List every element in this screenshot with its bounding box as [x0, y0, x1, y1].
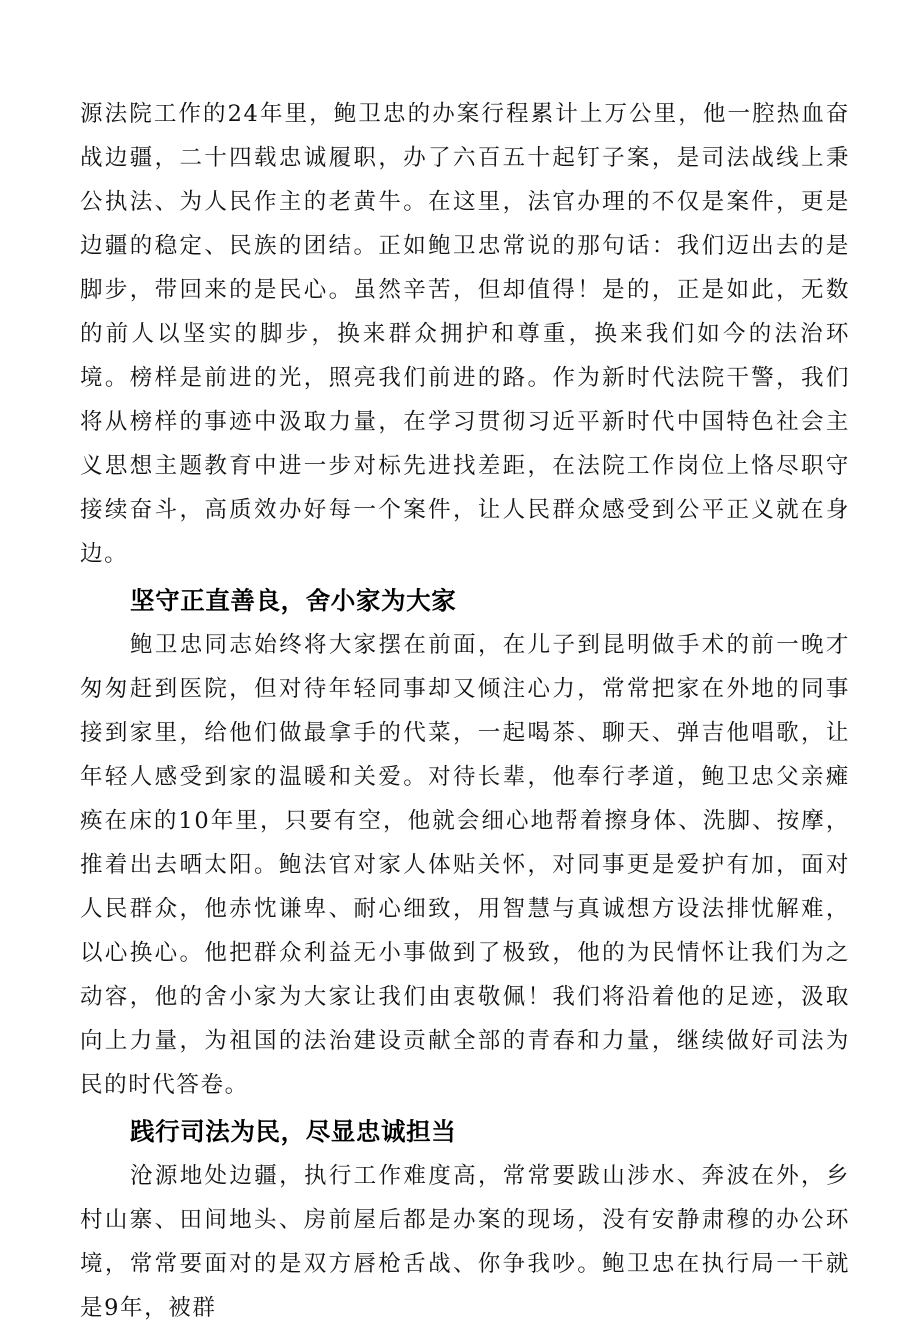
- document-body: [80, 92, 850, 1330]
- section-heading: 践行司法为民，尽显忠诚担当: [130, 1117, 457, 1146]
- paragraph: 鲍卫忠同志始终将大家摆在前面，在儿子到昆明做手术的前一晚才匆匆赶到医院，但对待年轻同事却又倾注心力，常常把家在外地的同事接到家里，给他们做最拿手的代菜，一起喝茶、聊天、弹吉他唱歌，让年轻人感受到家的温暖和关爱。对待长辈，他奉行孝道，鲍卫忠父亲瘫痪在床的10年里，只要有空，他就会细心地帮着擦身体、洗脚、按摩，推着出去晒太阳。鲍法官对家人体贴关怀，对同事更是爱护有加，面对人民群众，他赤忱谦卑、耐心细致，用智慧与真诚想方设法排忧解难，以心换心。他把群众利益无小事做到了极致，他的为民情怀让我们为之动容，他的舍小家为大家让我们由衷敬佩！我们将沿着他的足迹，汲取向上力量，为祖国的法治建设贡献全部的青春和力量，继续做好司法为民的时代答卷。: [80, 632, 850, 1098]
- section-heading: 坚守正直善良，舍小家为大家: [130, 586, 457, 615]
- paragraph: 源法院工作的24年里，鲍卫忠的办案行程累计上万公里，他一腔热血奋战边疆，二十四载忠诚履职，办了六百五十起钉子案，是司法战线上秉公执法、为人民作主的老黄牛。在这里，法官办理的不仅是案件，更是边疆的稳定、民族的团结。正如鲍卫忠常说的那句话：我们迈出去的是脚步，带回来的是民心。虽然辛苦，但却值得！是的，正是如此，无数的前人以坚实的脚步，换来群众拥护和尊重，换来我们如今的法治环境。榜样是前进的光，照亮我们前进的路。作为新时代法院干警，我们将从榜样的事迹中汲取力量，在学习贯彻习近平新时代中国特色社会主义思想主题教育中进一步对标先进找差距，在法院工作岗位上恪尽职守接续奋斗，高质效办好每一个案件，让人民群众感受到公平正义就在身边。: [80, 101, 850, 567]
- paragraph: 沧源地处边疆，执行工作难度高，常常要跋山涉水、奔波在外，乡村山寨、田间地头、房前屋后都是办案的现场，没有安静肃穆的办公环境，常常要面对的是双方唇枪舌战、你争我吵。鲍卫忠在执行局一干就是9年，被群: [80, 1163, 850, 1321]
